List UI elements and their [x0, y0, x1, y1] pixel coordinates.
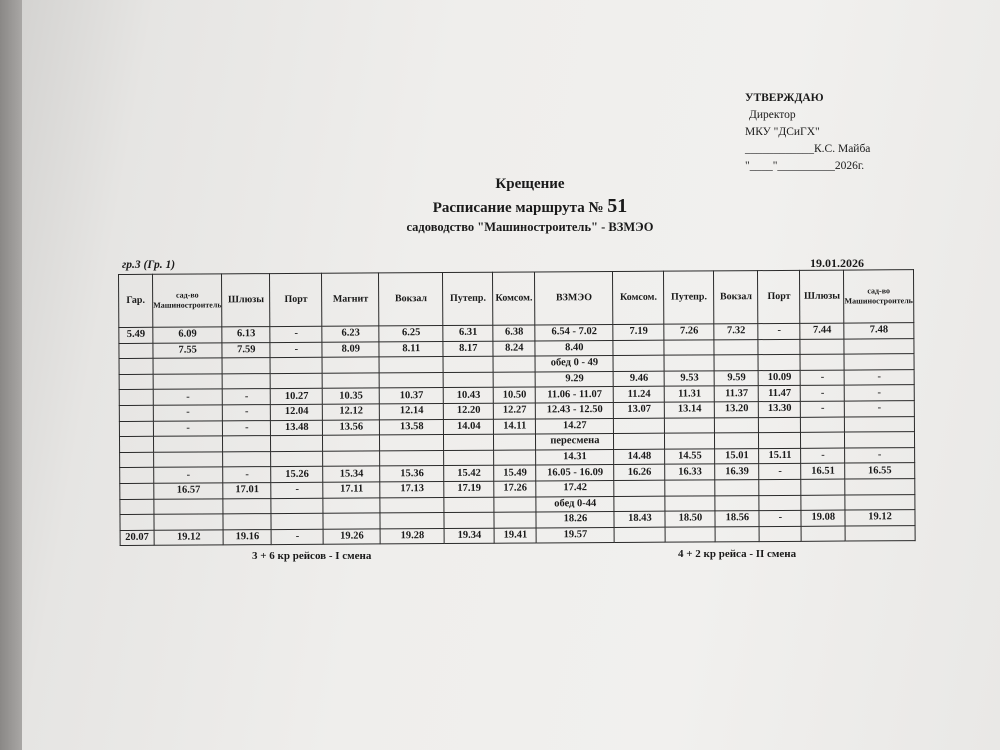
table-cell: [322, 357, 379, 373]
table-cell: 6.09: [153, 327, 222, 343]
table-cell: [120, 499, 154, 515]
table-cell: [380, 450, 444, 466]
approval-date-line: "____"__________2026г.: [745, 160, 865, 172]
table-cell: -: [801, 401, 845, 417]
table-cell: [801, 432, 845, 448]
table-cell: 12.04: [271, 404, 323, 420]
table-cell: [223, 436, 271, 452]
table-cell: -: [223, 389, 271, 405]
table-cell: -: [153, 420, 222, 436]
table-cell: [444, 512, 494, 528]
table-cell: [613, 355, 664, 371]
table-cell: 13.07: [614, 402, 665, 418]
table-cell: [271, 498, 323, 514]
table-cell: -: [270, 342, 322, 358]
table-cell: [801, 417, 845, 433]
table-cell: 10.09: [758, 370, 800, 386]
table-cell: [715, 526, 759, 542]
schedule-date: 19.01.2026: [810, 256, 864, 270]
table-cell: [153, 436, 222, 452]
table-cell: [323, 451, 380, 467]
table-cell: [222, 358, 270, 374]
table-cell: 8.24: [493, 341, 535, 357]
table-cell: 12.14: [380, 403, 444, 419]
table-cell: [323, 435, 380, 451]
table-cell: 11.47: [759, 386, 801, 402]
background-edge: [0, 0, 22, 750]
table-cell: [759, 495, 801, 511]
table-cell: 18.43: [614, 511, 665, 527]
table-cell: 9.53: [664, 371, 714, 387]
table-cell: -: [845, 401, 914, 417]
col-header: Вокзал: [714, 271, 758, 324]
table-cell: [494, 512, 536, 528]
table-cell: [758, 355, 800, 371]
table-cell: 20.07: [120, 530, 154, 546]
table-cell: [664, 339, 714, 355]
table-cell: [614, 496, 665, 512]
table-cell: -: [801, 385, 845, 401]
table-cell: -: [270, 326, 322, 342]
table-cell: [223, 451, 271, 467]
table-cell: 9.46: [613, 371, 664, 387]
table-cell: [271, 451, 323, 467]
table-cell: [714, 339, 758, 355]
table-cell: 17.01: [223, 483, 271, 499]
col-header: Путепр.: [664, 271, 714, 324]
table-cell: 7.32: [714, 324, 758, 340]
table-cell: 10.27: [271, 389, 323, 405]
table-cell: -: [759, 464, 801, 480]
table-cell: 16.33: [665, 464, 715, 480]
table-cell: [223, 498, 271, 514]
table-cell: 19.34: [444, 528, 494, 544]
table-cell: 13.56: [323, 419, 380, 435]
table-cell: 15.26: [271, 467, 323, 483]
table-cell: 9.29: [535, 371, 613, 387]
table-cell: [270, 357, 322, 373]
col-header: Порт: [758, 270, 800, 323]
table-cell: [715, 495, 759, 511]
table-cell: [119, 358, 153, 374]
table-cell: [444, 497, 494, 513]
table-cell: [223, 514, 271, 530]
table-cell: 11.37: [715, 386, 759, 402]
table-cell: [443, 372, 493, 388]
table-cell: -: [271, 529, 323, 545]
approval-signature-line: ____________К.С. Майба: [745, 143, 871, 155]
table-cell: [759, 526, 801, 542]
table-cell: [759, 417, 801, 433]
document-heading: [340, 176, 720, 235]
table-cell: обед 0-44: [536, 496, 614, 512]
table-cell: [494, 450, 536, 466]
table-cell: [845, 416, 914, 432]
table-cell: 16.26: [614, 465, 665, 481]
table-cell: пересмена: [536, 434, 614, 450]
shift-2-summary: 4 + 2 кр рейса - II смена: [678, 548, 797, 560]
header-row: [119, 270, 914, 328]
col-header: Вокзал: [379, 273, 443, 326]
table-cell: 8.17: [443, 341, 493, 357]
table-cell: 13.58: [380, 419, 444, 435]
table-cell: 15.42: [444, 466, 494, 482]
col-header: Путепр.: [443, 272, 493, 325]
table-cell: 5.49: [119, 327, 153, 343]
table-cell: [494, 496, 536, 512]
table-cell: 14.04: [444, 419, 494, 435]
table-cell: 12.12: [323, 404, 380, 420]
table-cell: [379, 357, 443, 373]
table-cell: [380, 513, 444, 529]
table-cell: 8.40: [535, 340, 613, 356]
table-cell: 10.50: [494, 387, 536, 403]
table-cell: [380, 497, 444, 513]
table-cell: [222, 373, 270, 389]
approval-block: [745, 90, 870, 175]
table-cell: [801, 526, 845, 542]
table-cell: 7.48: [844, 323, 913, 339]
table-cell: [119, 405, 153, 421]
table-cell: [271, 513, 323, 529]
table-cell: [444, 434, 494, 450]
table-cell: 16.57: [154, 483, 223, 499]
table-cell: 14.48: [614, 449, 665, 465]
col-header: Комсом.: [613, 271, 664, 324]
table-cell: 19.26: [323, 529, 380, 545]
table-cell: [119, 436, 153, 452]
col-header: сад-во Машиностроитель: [844, 270, 914, 323]
table-cell: -: [800, 370, 844, 386]
table-cell: [154, 452, 223, 468]
table-cell: [323, 513, 380, 529]
table-cell: 13.20: [715, 402, 759, 418]
table-cell: [493, 356, 535, 372]
approval-line-3: МКУ "ДСиГХ": [745, 126, 820, 138]
table-cell: [614, 418, 665, 434]
table-cell: -: [844, 369, 913, 385]
table-cell: [665, 527, 715, 543]
table-cell: 11.24: [614, 387, 665, 403]
col-header: Комсом.: [493, 272, 535, 325]
table-cell: [493, 372, 535, 388]
table-cell: 7.19: [613, 324, 664, 340]
table-cell: [120, 468, 154, 484]
table-cell: 15.01: [715, 448, 759, 464]
table-cell: [119, 390, 153, 406]
table-cell: 19.16: [223, 529, 271, 545]
approval-line-1: УТВЕРЖДАЮ: [745, 92, 824, 104]
table-cell: 10.35: [323, 388, 380, 404]
table-cell: 17.26: [494, 481, 536, 497]
table-cell: [494, 434, 536, 450]
table-cell: [759, 479, 801, 495]
table-cell: [614, 433, 665, 449]
col-header: Магнит: [322, 273, 379, 326]
table-cell: 19.57: [536, 527, 614, 543]
table-cell: 6.54 - 7.02: [535, 324, 613, 340]
table-cell: -: [759, 510, 801, 526]
table-cell: -: [758, 323, 800, 339]
table-cell: [153, 358, 222, 374]
table-cell: [443, 356, 493, 372]
table-cell: 16.05 - 16.09: [536, 465, 614, 481]
col-header: Шлюзы: [800, 270, 844, 323]
table-cell: [665, 495, 715, 511]
table-cell: 13.14: [665, 402, 715, 418]
table-cell: [153, 374, 222, 390]
table-cell: [614, 527, 665, 543]
table-cell: [614, 480, 665, 496]
table-cell: [380, 435, 444, 451]
table-cell: [323, 497, 380, 513]
table-cell: 11.06 - 11.07: [536, 387, 614, 403]
table-cell: 14.11: [494, 419, 536, 435]
route-number: 51: [607, 195, 628, 217]
table-cell: [845, 432, 914, 448]
table-cell: [322, 373, 379, 389]
table-cell: 19.28: [380, 528, 444, 544]
table-cell: 7.59: [222, 342, 270, 358]
table-cell: обед 0 - 49: [535, 356, 613, 372]
table-cell: -: [801, 448, 845, 464]
col-header: Шлюзы: [222, 274, 270, 327]
table-cell: 19.08: [801, 510, 845, 526]
table-cell: 10.37: [380, 388, 444, 404]
table-cell: 6.13: [222, 327, 270, 343]
table-cell: -: [845, 447, 914, 463]
table-cell: [119, 421, 153, 437]
table-cell: [664, 355, 714, 371]
table-cell: [379, 372, 443, 388]
col-header: ВЗМЭО: [535, 271, 613, 324]
table-cell: 15.34: [323, 466, 380, 482]
table-cell: [665, 480, 715, 496]
table-cell: 14.55: [665, 449, 715, 465]
table-cell: 10.43: [444, 388, 494, 404]
doc-title: Крещение: [495, 176, 565, 192]
table-cell: 19.12: [845, 510, 914, 526]
table-cell: 7.26: [664, 324, 714, 340]
table-cell: -: [223, 405, 271, 421]
schedule-body: [119, 323, 915, 546]
table-cell: 13.48: [271, 420, 323, 436]
table-cell: 8.09: [322, 341, 379, 357]
table-cell: 9.59: [714, 370, 758, 386]
table-cell: [845, 494, 914, 510]
table-cell: 7.44: [800, 323, 844, 339]
table-cell: [120, 452, 154, 468]
table-cell: [270, 373, 322, 389]
route-name: садоводство "Машиностроитель" - ВЗМЭО: [406, 220, 654, 234]
table-cell: 15.49: [494, 465, 536, 481]
table-cell: 15.11: [759, 448, 801, 464]
table-cell: 17.19: [444, 481, 494, 497]
table-cell: 12.43 - 12.50: [536, 402, 614, 418]
table-cell: [714, 355, 758, 371]
table-cell: 8.11: [379, 341, 443, 357]
table-cell: 6.38: [493, 325, 535, 341]
table-cell: -: [153, 405, 222, 421]
col-header: сад-во Машиностроитель: [153, 274, 223, 327]
schedule-table: [118, 269, 915, 546]
table-cell: [845, 525, 914, 541]
doc-subtitle: [340, 195, 720, 218]
table-cell: [715, 433, 759, 449]
table-cell: -: [845, 385, 914, 401]
table-cell: -: [271, 482, 323, 498]
table-cell: 14.27: [536, 418, 614, 434]
table-cell: [613, 340, 664, 356]
table-cell: [759, 432, 801, 448]
shift-1-summary: 3 + 6 кр рейсов - I смена: [252, 550, 372, 562]
table-cell: [800, 354, 844, 370]
table-cell: [800, 339, 844, 355]
table-cell: 12.27: [494, 403, 536, 419]
table-cell: [119, 343, 153, 359]
table-cell: [444, 450, 494, 466]
table-cell: -: [223, 420, 271, 436]
table-cell: 17.13: [380, 481, 444, 497]
table-cell: 17.42: [536, 480, 614, 496]
col-header: Гар.: [119, 274, 153, 327]
table-cell: [665, 417, 715, 433]
table-cell: [715, 417, 759, 433]
table-cell: [119, 374, 153, 390]
table-cell: 16.55: [845, 463, 914, 479]
table-cell: 18.56: [715, 511, 759, 527]
table-cell: 6.25: [379, 326, 443, 342]
table-cell: [271, 435, 323, 451]
table-cell: 6.23: [322, 326, 379, 342]
table-cell: 11.31: [665, 386, 715, 402]
table-cell: [665, 433, 715, 449]
table-cell: [845, 479, 914, 495]
table-cell: 13.30: [759, 401, 801, 417]
col-header: Порт: [270, 273, 322, 326]
table-cell: -: [154, 467, 223, 483]
table-cell: 15.36: [380, 466, 444, 482]
table-cell: [715, 480, 759, 496]
table-cell: 16.39: [715, 464, 759, 480]
table-cell: 19.12: [154, 530, 223, 546]
table-cell: [154, 514, 223, 530]
table-cell: 18.50: [665, 511, 715, 527]
table-cell: 18.26: [536, 512, 614, 528]
table-cell: 14.31: [536, 449, 614, 465]
table-cell: [120, 483, 154, 499]
table-cell: 19.41: [494, 528, 536, 544]
table-cell: [758, 339, 800, 355]
approval-line-2: Директор: [749, 109, 796, 121]
table-cell: 12.20: [444, 403, 494, 419]
table-cell: -: [223, 467, 271, 483]
table-cell: -: [153, 389, 222, 405]
group-label: гр.3 (Гр. 1): [122, 259, 176, 271]
table-cell: [844, 338, 913, 354]
table-cell: 7.55: [153, 342, 222, 358]
table-cell: [801, 479, 845, 495]
subtitle-prefix: Расписание маршрута №: [432, 200, 608, 216]
table-cell: 17.11: [323, 482, 380, 498]
table-cell: 16.51: [801, 463, 845, 479]
table-cell: [120, 514, 154, 530]
table-cell: [844, 354, 913, 370]
table-cell: [801, 495, 845, 511]
table-cell: [154, 498, 223, 514]
table-cell: 6.31: [443, 325, 493, 341]
